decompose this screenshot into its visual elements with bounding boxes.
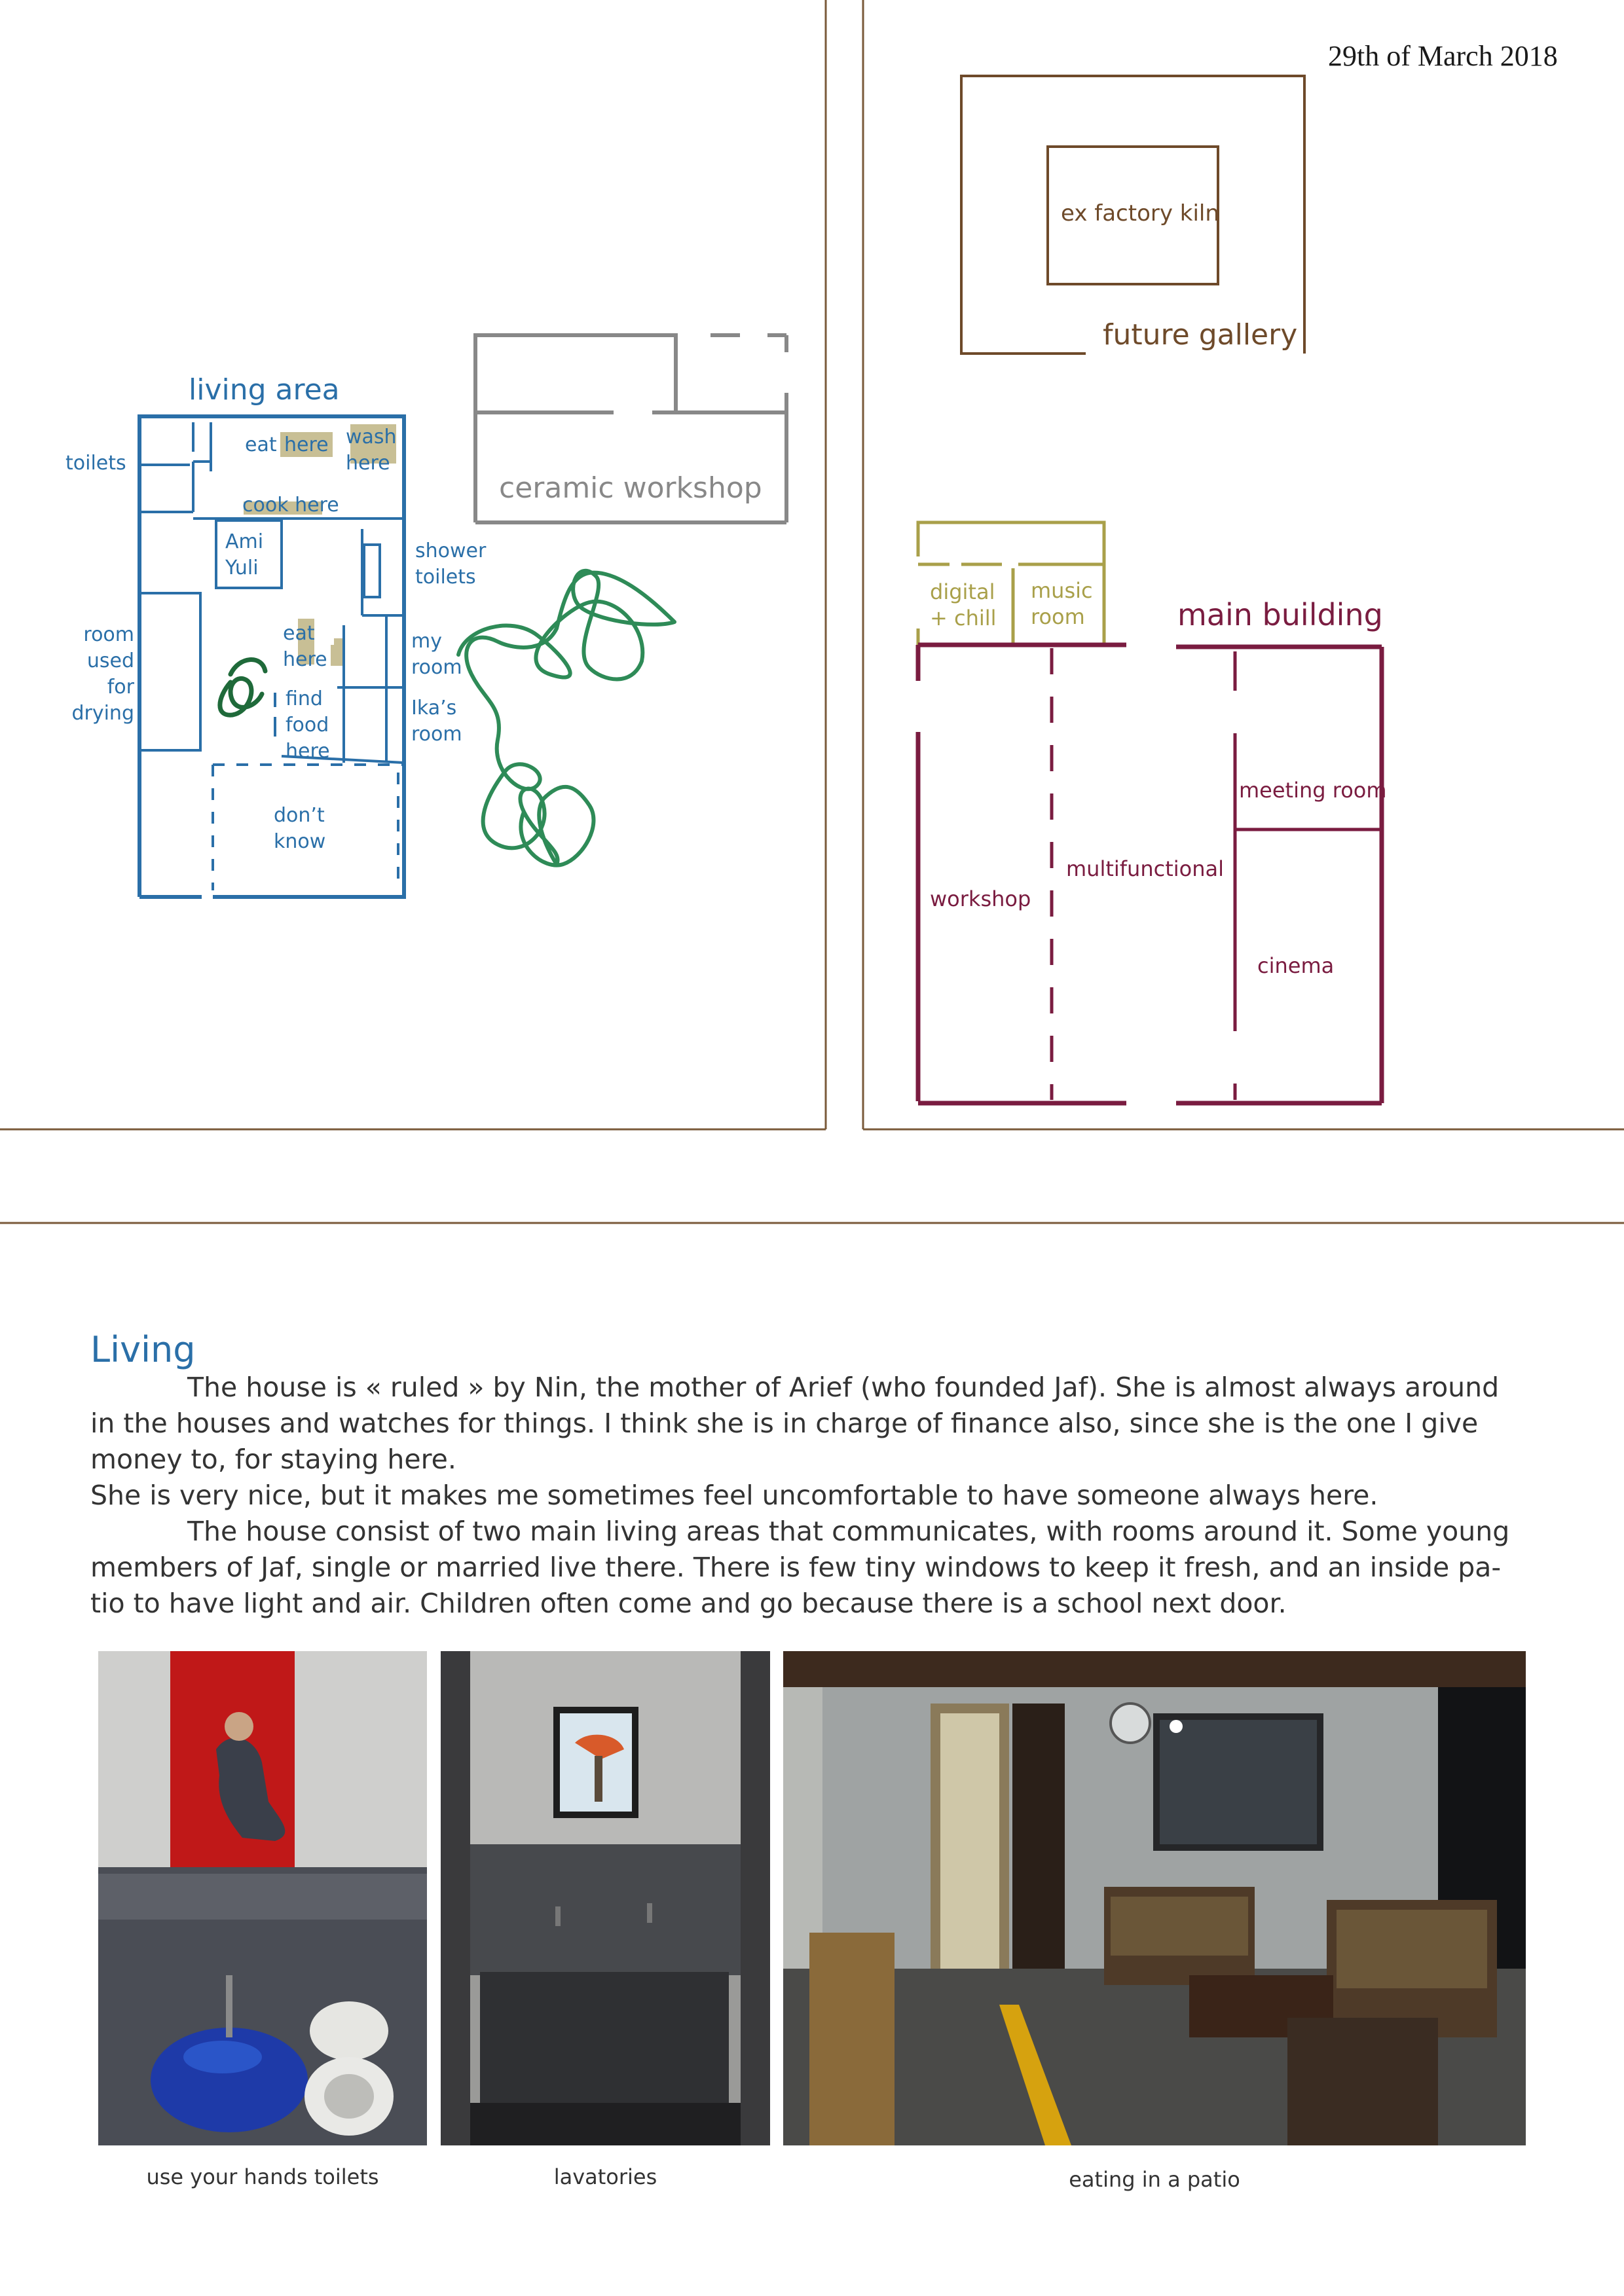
section-title: Living bbox=[90, 1329, 196, 1370]
cook-here-label: cook here bbox=[242, 494, 339, 517]
drying-room-label-3: for bbox=[107, 676, 134, 699]
caption-lavatories: lavatories bbox=[553, 2164, 657, 2189]
paragraph-1: The house is « ruled » by Nin, the mother of Arief (who founded Jaf). She is almost always around in the houses and watches for things. I think she is in charge of finance also, since she is the one I give money to, for staying here. bbox=[90, 1372, 1500, 1475]
food-label: food bbox=[286, 714, 329, 737]
scribble-plant bbox=[458, 571, 674, 866]
drying-room-label-4: drying bbox=[71, 702, 134, 725]
know-label: know bbox=[274, 830, 326, 853]
ikas-label: Ika’s bbox=[411, 697, 457, 720]
my-room-label: room bbox=[411, 656, 462, 679]
chill-label: + chill bbox=[930, 606, 997, 630]
drying-room-label-1: room bbox=[83, 623, 134, 646]
yuli-label: Yuli bbox=[225, 556, 259, 579]
music-room-label: room bbox=[1031, 604, 1085, 629]
here-label-mid: here bbox=[283, 648, 327, 671]
music-label: music bbox=[1031, 578, 1093, 603]
living-area-plan bbox=[0, 314, 826, 903]
here-label-top: here bbox=[284, 433, 329, 456]
eat-label-mid: eat bbox=[283, 622, 315, 645]
future-gallery-label: future gallery bbox=[1103, 318, 1298, 352]
dont-label: don’t bbox=[274, 804, 325, 827]
photo-lavatories bbox=[441, 1651, 770, 2145]
photo-toilets bbox=[98, 1651, 427, 2145]
eat-label-top: eat bbox=[245, 433, 277, 456]
cinema-label: cinema bbox=[1257, 953, 1335, 978]
food-here-label: here bbox=[286, 740, 330, 763]
workshop-label: workshop bbox=[930, 886, 1031, 911]
photo-patio bbox=[783, 1651, 1526, 2145]
ami-label: Ami bbox=[225, 530, 264, 553]
digital-label: digital bbox=[930, 579, 995, 604]
ikas-room-label: room bbox=[411, 723, 462, 746]
toilets-label: toilets bbox=[65, 452, 126, 475]
caption-patio: eating in a patio bbox=[1069, 2167, 1240, 2192]
kiln-label: ex factory kiln bbox=[1061, 200, 1219, 227]
photo-toilets-image bbox=[98, 1651, 427, 2145]
drying-room-label-2: used bbox=[86, 649, 134, 672]
photo-patio-image bbox=[783, 1651, 1526, 2145]
shower-toilets-label: toilets bbox=[415, 566, 476, 589]
paragraph-3: The house consist of two main living areas that communicates, with rooms around it. Some young members of Jaf, single or married live there. There is few tiny windows to keep it fresh, and an inside pa-tio to have light and air. Children often come and go because there is a school next door. bbox=[90, 1516, 1510, 1619]
paragraph-2: She is very nice, but it makes me sometimes feel uncomfortable to have someone always here. bbox=[90, 1480, 1378, 1511]
wash-label: wash bbox=[346, 426, 397, 448]
wash-here-label: here bbox=[346, 452, 390, 475]
page-date: 29th of March 2018 bbox=[1328, 40, 1558, 72]
ceramic-workshop-label: ceramic workshop bbox=[499, 471, 762, 505]
multifunctional-label: multifunctional bbox=[1066, 856, 1224, 881]
my-label: my bbox=[411, 630, 442, 653]
living-area-title: living area bbox=[189, 373, 340, 407]
caption-toilets: use your hands toilets bbox=[146, 2164, 379, 2189]
shower-label: shower bbox=[415, 539, 487, 562]
find-label: find bbox=[286, 687, 323, 710]
main-building-label: main building bbox=[1177, 597, 1383, 632]
scribble-at bbox=[220, 660, 265, 716]
section-body bbox=[90, 1370, 1531, 1622]
meeting-room-label: meeting room bbox=[1239, 778, 1387, 803]
photo-lavatories-image bbox=[441, 1651, 770, 2145]
